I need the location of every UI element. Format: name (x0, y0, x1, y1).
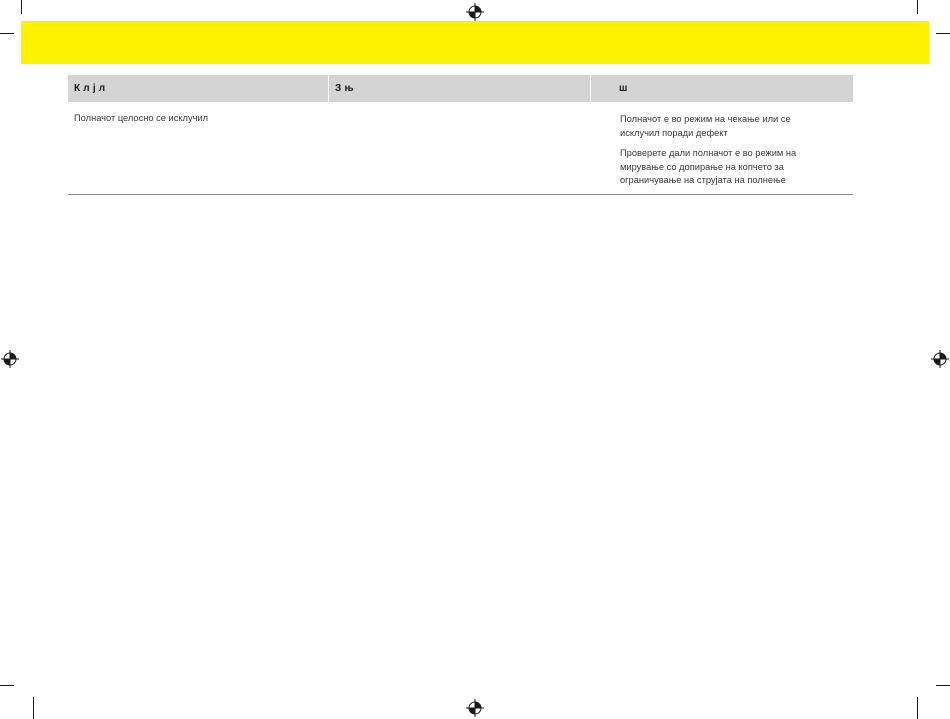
table-header (68, 75, 853, 102)
crop-mark (0, 33, 14, 34)
crop-mark (21, 0, 22, 14)
table-row (68, 102, 853, 195)
header-meaning: З њ (329, 75, 591, 102)
crop-mark (936, 33, 950, 34)
header-cause: К л ј л (68, 75, 329, 102)
registration-mark-icon (931, 350, 949, 368)
registration-mark-icon (1, 350, 19, 368)
header-banner (21, 21, 929, 64)
cell-meaning (329, 102, 591, 188)
crop-mark (917, 697, 918, 719)
remedy-step: Проверете дали полначот е во режим на мирување со допирање на копчето за ограничување на струјата на полнење (620, 148, 797, 185)
troubleshooting-table (68, 75, 853, 195)
crop-mark (0, 685, 14, 686)
remedy-step: Полначот е во режим на чекање или се исклучил поради дефект (620, 114, 791, 138)
crop-mark (33, 697, 34, 719)
cell-remedy (591, 102, 853, 188)
crop-mark (936, 685, 950, 686)
crop-mark (917, 0, 918, 14)
registration-mark-icon (466, 3, 484, 21)
header-remedy: ш (619, 83, 628, 94)
cell-cause: Полначот целосно се исклучил (74, 113, 209, 123)
registration-mark-icon (466, 699, 484, 717)
